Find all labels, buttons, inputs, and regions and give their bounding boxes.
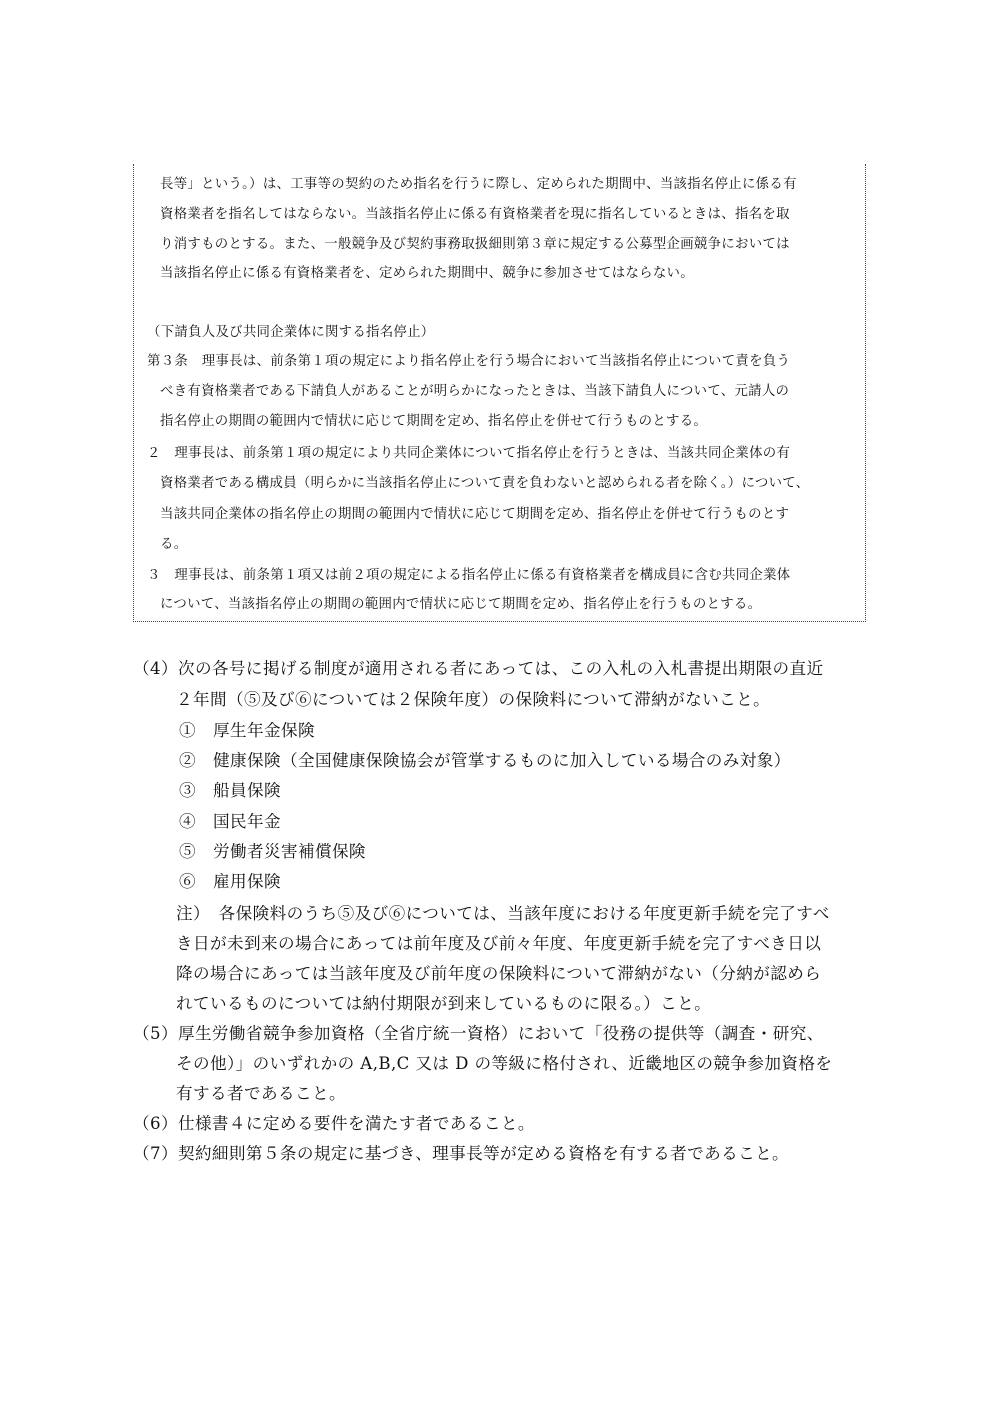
box-paragraph1-line3: り消すものとする。また、一般競争及び契約事務取扱細則第３章に規定する公募型企画競争においては — [160, 237, 790, 252]
article3-line3: 指名停止の期間の範囲内で情状に応じて期間を定め、指名停止を併せて行うものとする。 — [160, 414, 708, 429]
item5-line1: （5）厚生労働省競争参加資格（全省庁統一資格）において「役務の提供等（調査・研究、 — [133, 1024, 824, 1043]
item2-line3: 当該共同企業体の指名停止の期間の範囲内で情状に応じて期間を定め、指名停止を併せて行うものとす — [160, 507, 790, 522]
item5-line3: 有する者であること。 — [176, 1084, 346, 1103]
item3-line2: について、当該指名停止の期間の範囲内で情状に応じて期間を定め、指名停止を行うものとする。 — [160, 597, 762, 612]
box-heading: （下請負人及び共同企業体に関する指名停止） — [147, 325, 435, 340]
insurance-item-4: ④ 国民年金 — [179, 812, 281, 831]
item4-line2: ２年間（⑤及び⑥については２保険年度）の保険料について滞納がないこと。 — [176, 690, 771, 709]
insurance-item-5: ⑤ 労働者災害補償保険 — [179, 842, 366, 861]
insurance-item-2: ② 健康保険（全国健康保険協会が管掌するものに加入している場合のみ対象） — [179, 751, 791, 770]
insurance-item-3: ③ 船員保険 — [179, 781, 281, 800]
insurance-item-6: ⑥ 雇用保険 — [179, 872, 281, 891]
item3-line1: ３ 理事長は、前条第１項又は前２項の規定による指名停止に係る有資格業者を構成員に含む共同企業体 — [147, 568, 791, 583]
article3-line2: べき有資格業者である下請負人があることが明らかになったときは、当該下請負人について、元請人の — [160, 384, 790, 399]
item2-line1: ２ 理事長は、前条第１項の規定により共同企業体について指名停止を行うときは、当該共同企業体の有 — [147, 446, 791, 461]
box-paragraph1-line2: 資格業者を指名してはならない。当該指名停止に係る有資格業者を現に指名しているときは、指名を取 — [160, 207, 790, 222]
article3-line1: 第３条 理事長は、前条第１項の規定により指名停止を行う場合において当該指名停止について責を負う — [147, 354, 791, 369]
note-line4: れているものについては納付期限が到来しているものに限る。）こと。 — [176, 994, 712, 1013]
item2-line2: 資格業者である構成員（明らかに当該指名停止について責を負わないと認められる者を除く。）について、 — [160, 476, 810, 491]
item2-line4: る。 — [160, 537, 188, 552]
insurance-item-1: ① 厚生年金保険 — [179, 721, 315, 740]
item7: （7）契約細則第５条の規定に基づき、理事長等が定める資格を有する者であること。 — [133, 1144, 790, 1163]
note-line2: き日が未到来の場合にあっては前年度及び前々年度、年度更新手続を完了すべき日以 — [176, 934, 822, 953]
note-line1: 注） 各保険料のうち⑤及び⑥については、当該年度における年度更新手続を完了すべ — [176, 904, 830, 923]
box-paragraph1-line1: 長等」という。）は、工事等の契約のため指名を行うに際し、定められた期間中、当該指名停止に係る有 — [160, 177, 797, 192]
item5-line2: その他）」のいずれかの A,B,C 又は D の等級に格付され、近畿地区の競争参加資格を — [176, 1054, 833, 1073]
item4-line1: （4）次の各号に掲げる制度が適用される者にあっては、この入札の入札書提出期限の直近 — [133, 659, 824, 678]
box-paragraph1-line4: 当該指名停止に係る有資格業者を、定められた期間中、競争に参加させてはならない。 — [160, 266, 694, 281]
note-line3: 降の場合にあっては当該年度及び前年度の保険料について滞納がない（分納が認めら — [176, 964, 822, 983]
item6: （6）仕様書４に定める要件を満たす者であること。 — [133, 1114, 535, 1133]
